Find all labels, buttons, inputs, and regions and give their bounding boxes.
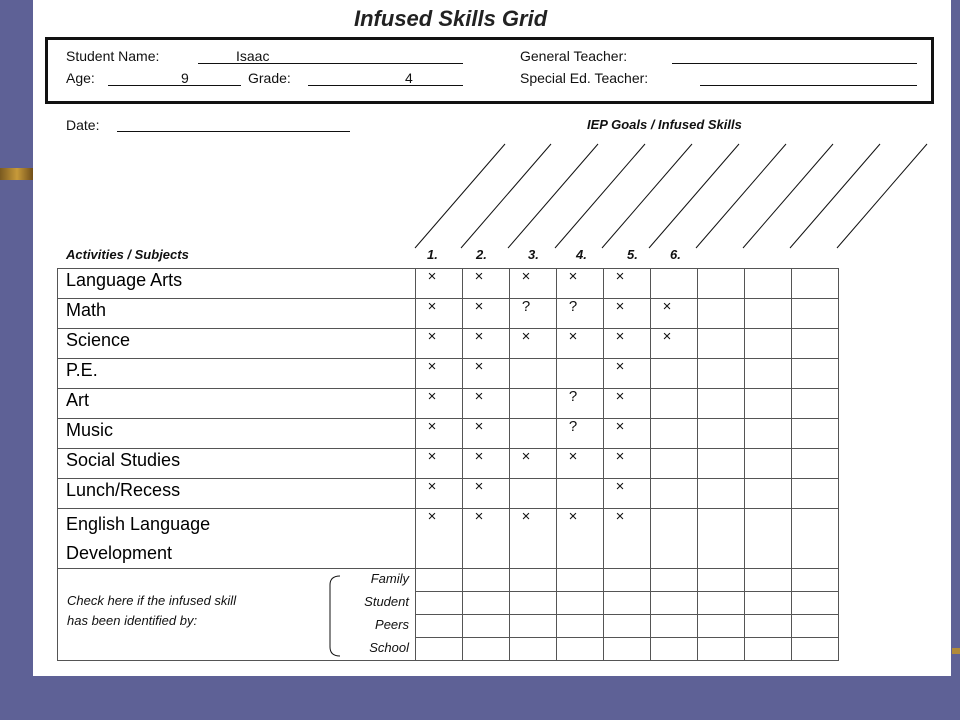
goal-mark-cell[interactable] xyxy=(745,389,792,419)
table-row xyxy=(58,329,839,359)
goal-number-6: 6. xyxy=(670,247,681,262)
table-row xyxy=(58,509,839,569)
special-ed-teacher-label: Special Ed. Teacher: xyxy=(520,70,649,86)
goal-mark-cell[interactable] xyxy=(745,299,792,329)
identified-checkbox-cell[interactable] xyxy=(416,615,463,638)
goal-mark-cell[interactable] xyxy=(416,389,463,419)
identified-checkbox-cell[interactable] xyxy=(557,615,604,638)
subject-cell xyxy=(58,389,416,419)
goal-mark-cell[interactable] xyxy=(416,329,463,359)
goal-number-2: 2. xyxy=(476,247,487,262)
identified-by-option-student: Student xyxy=(364,594,409,609)
subject-label: Science xyxy=(66,330,131,350)
goal-mark-cell[interactable] xyxy=(698,389,745,419)
goal-mark: × xyxy=(427,478,437,495)
goal-mark-cell[interactable] xyxy=(416,269,463,299)
goal-mark: × xyxy=(662,298,672,315)
goal-mark-cell[interactable] xyxy=(463,509,510,569)
goal-mark-cell[interactable] xyxy=(510,299,557,329)
goals-heading: IEP Goals / Infused Skills xyxy=(587,117,742,132)
student-name-value: Isaac xyxy=(236,48,270,64)
subject-label: Math xyxy=(66,300,107,320)
grade-value: 4 xyxy=(405,70,413,86)
goal-mark-cell[interactable] xyxy=(792,329,839,359)
goal-mark: × xyxy=(474,448,484,465)
goal-mark-cell[interactable] xyxy=(604,359,651,389)
check-row xyxy=(58,569,839,592)
identified-checkbox-cell[interactable] xyxy=(463,615,510,638)
table-row xyxy=(58,299,839,329)
goal-mark-cell[interactable] xyxy=(416,509,463,569)
identified-by-prompt-line1: Check here if the infused skill xyxy=(67,593,237,608)
identified-checkbox-cell[interactable] xyxy=(745,638,792,661)
goal-mark-cell[interactable] xyxy=(416,419,463,449)
goal-mark: × xyxy=(474,478,484,495)
identified-checkbox-cell[interactable] xyxy=(416,569,463,592)
identified-checkbox-cell[interactable] xyxy=(745,615,792,638)
goal-mark: × xyxy=(474,298,484,315)
goal-mark-cell[interactable] xyxy=(745,359,792,389)
goal-mark-cell[interactable] xyxy=(698,269,745,299)
subject-label: English Language xyxy=(66,514,211,534)
goal-mark-cell[interactable] xyxy=(463,359,510,389)
goal-mark: × xyxy=(568,268,578,285)
goal-mark-cell[interactable] xyxy=(698,419,745,449)
goal-mark-cell[interactable] xyxy=(745,329,792,359)
goal-mark-cell[interactable] xyxy=(745,509,792,569)
goal-mark: × xyxy=(521,328,531,345)
identified-checkbox-cell[interactable] xyxy=(651,638,698,661)
goal-mark-cell[interactable] xyxy=(698,479,745,509)
subject-cell xyxy=(58,509,416,569)
goal-mark-cell[interactable] xyxy=(651,269,698,299)
goal-mark-cell[interactable] xyxy=(792,269,839,299)
goal-mark-cell[interactable] xyxy=(463,329,510,359)
goal-number-3: 3. xyxy=(528,247,539,262)
identified-checkbox-cell[interactable] xyxy=(557,569,604,592)
identified-checkbox-cell[interactable] xyxy=(510,638,557,661)
goal-mark: ? xyxy=(521,298,531,315)
subject-label: Lunch/Recess xyxy=(66,480,181,500)
goal-mark: ? xyxy=(568,298,578,315)
identified-by-prompt-line2: has been identified by: xyxy=(67,613,198,628)
skills-grid xyxy=(57,268,839,661)
goal-mark-cell[interactable] xyxy=(604,269,651,299)
goal-mark-cell[interactable] xyxy=(510,419,557,449)
goal-mark-cell[interactable] xyxy=(510,509,557,569)
goal-mark: × xyxy=(662,328,672,345)
goal-mark: ? xyxy=(568,388,578,405)
identified-by-cell xyxy=(58,569,416,661)
goal-mark: × xyxy=(615,478,625,495)
goal-mark: × xyxy=(427,508,437,525)
goal-mark-cell[interactable] xyxy=(745,419,792,449)
goal-mark-cell[interactable] xyxy=(463,389,510,419)
identified-checkbox-cell[interactable] xyxy=(604,638,651,661)
goal-mark: × xyxy=(521,448,531,465)
subject-label-line2: Development xyxy=(66,543,173,563)
identified-checkbox-cell[interactable] xyxy=(416,638,463,661)
goal-mark: ? xyxy=(568,418,578,435)
goal-mark-cell[interactable] xyxy=(651,509,698,569)
identified-checkbox-cell[interactable] xyxy=(557,592,604,615)
goal-mark-cell[interactable] xyxy=(463,299,510,329)
goal-mark-cell[interactable] xyxy=(557,389,604,419)
goal-mark-cell[interactable] xyxy=(557,329,604,359)
goal-mark-cell[interactable] xyxy=(463,419,510,449)
activities-heading: Activities / Subjects xyxy=(66,247,189,262)
identified-checkbox-cell[interactable] xyxy=(792,569,839,592)
goal-mark-cell[interactable] xyxy=(792,389,839,419)
goal-mark: × xyxy=(474,328,484,345)
subject-cell xyxy=(58,329,416,359)
identified-by-option-family: Family xyxy=(370,571,409,586)
goal-mark: × xyxy=(427,328,437,345)
identified-checkbox-cell[interactable] xyxy=(698,592,745,615)
goal-mark: × xyxy=(427,448,437,465)
goal-mark-cell[interactable] xyxy=(510,389,557,419)
goal-mark-cell[interactable] xyxy=(792,299,839,329)
goal-mark-cell[interactable] xyxy=(557,479,604,509)
goal-mark-cell[interactable] xyxy=(510,449,557,479)
student-name-label: Student Name: xyxy=(66,48,160,64)
goal-mark-cell[interactable] xyxy=(651,419,698,449)
table-row xyxy=(58,389,839,419)
goal-mark-cell[interactable] xyxy=(698,359,745,389)
identified-checkbox-cell[interactable] xyxy=(604,569,651,592)
table-row xyxy=(58,359,839,389)
goal-mark: × xyxy=(615,268,625,285)
age-value: 9 xyxy=(181,70,189,86)
identified-checkbox-cell[interactable] xyxy=(463,569,510,592)
goal-mark-cell[interactable] xyxy=(698,299,745,329)
goal-mark-cell[interactable] xyxy=(557,419,604,449)
subject-label: Art xyxy=(66,390,90,410)
identified-checkbox-cell[interactable] xyxy=(651,592,698,615)
table-row xyxy=(58,419,839,449)
skills-table-body xyxy=(58,269,839,661)
subject-cell xyxy=(58,479,416,509)
goal-mark-cell[interactable] xyxy=(604,389,651,419)
goal-mark-cell[interactable] xyxy=(792,479,839,509)
subject-label: Music xyxy=(66,420,114,440)
goal-mark-cell[interactable] xyxy=(604,419,651,449)
goal-mark-cell[interactable] xyxy=(416,359,463,389)
goal-mark-cell[interactable] xyxy=(510,359,557,389)
goal-mark-cell[interactable] xyxy=(510,329,557,359)
goal-mark-cell[interactable] xyxy=(463,449,510,479)
identified-checkbox-cell[interactable] xyxy=(745,592,792,615)
table-row xyxy=(58,269,839,299)
goal-mark-cell[interactable] xyxy=(651,299,698,329)
goal-mark-cell[interactable] xyxy=(792,509,839,569)
goal-mark-cell[interactable] xyxy=(557,449,604,479)
goal-mark: × xyxy=(568,448,578,465)
goal-mark-cell[interactable] xyxy=(698,329,745,359)
goal-mark-cell[interactable] xyxy=(416,299,463,329)
goal-mark-cell[interactable] xyxy=(651,389,698,419)
identified-checkbox-cell[interactable] xyxy=(651,569,698,592)
identified-checkbox-cell[interactable] xyxy=(792,592,839,615)
goal-mark: × xyxy=(568,328,578,345)
subject-cell xyxy=(58,299,416,329)
identified-checkbox-cell[interactable] xyxy=(463,638,510,661)
goal-mark-cell[interactable] xyxy=(463,479,510,509)
goal-mark-cell[interactable] xyxy=(416,479,463,509)
identified-checkbox-cell[interactable] xyxy=(510,569,557,592)
goal-mark-cell[interactable] xyxy=(651,479,698,509)
identified-checkbox-cell[interactable] xyxy=(698,615,745,638)
goal-mark-cell[interactable] xyxy=(557,359,604,389)
subject-label: Social Studies xyxy=(66,450,181,470)
goal-mark: × xyxy=(615,418,625,435)
date-label: Date: xyxy=(66,117,100,133)
goal-mark: × xyxy=(521,268,531,285)
goal-mark-cell[interactable] xyxy=(463,269,510,299)
goal-mark-cell[interactable] xyxy=(510,269,557,299)
identified-checkbox-cell[interactable] xyxy=(792,638,839,661)
bracket-icon xyxy=(328,575,342,657)
identified-checkbox-cell[interactable] xyxy=(416,592,463,615)
identified-checkbox-cell[interactable] xyxy=(463,592,510,615)
goal-mark-cell[interactable] xyxy=(557,509,604,569)
goal-mark-cell[interactable] xyxy=(557,299,604,329)
goal-mark: × xyxy=(474,418,484,435)
goal-mark: × xyxy=(427,358,437,375)
identified-checkbox-cell[interactable] xyxy=(604,615,651,638)
general-teacher-label: General Teacher: xyxy=(520,48,628,64)
identified-checkbox-cell[interactable] xyxy=(698,569,745,592)
goal-number-1: 1. xyxy=(427,247,438,262)
goal-mark: × xyxy=(521,508,531,525)
goal-mark-cell[interactable] xyxy=(745,449,792,479)
goal-mark: × xyxy=(427,418,437,435)
goal-mark: × xyxy=(427,388,437,405)
goal-mark-cell[interactable] xyxy=(745,479,792,509)
table-row xyxy=(58,449,839,479)
skills-table xyxy=(57,268,839,661)
page-title: Infused Skills Grid xyxy=(354,6,548,31)
goal-mark: × xyxy=(474,358,484,375)
identified-checkbox-cell[interactable] xyxy=(745,569,792,592)
goal-mark-cell[interactable] xyxy=(745,269,792,299)
goal-mark-cell[interactable] xyxy=(604,299,651,329)
goal-number-4: 4. xyxy=(576,247,587,262)
goal-mark: × xyxy=(568,508,578,525)
goal-mark: × xyxy=(474,388,484,405)
goal-mark: × xyxy=(615,508,625,525)
identified-by-option-school: School xyxy=(369,640,409,655)
subject-cell xyxy=(58,449,416,479)
goal-mark: × xyxy=(615,328,625,345)
goal-mark-cell[interactable] xyxy=(698,449,745,479)
table-row xyxy=(58,479,839,509)
identified-checkbox-cell[interactable] xyxy=(604,592,651,615)
subject-cell xyxy=(58,419,416,449)
subject-label: P.E. xyxy=(66,360,98,380)
goal-mark-cell[interactable] xyxy=(792,419,839,449)
identified-checkbox-cell[interactable] xyxy=(510,615,557,638)
subject-cell xyxy=(58,269,416,299)
goal-mark: × xyxy=(474,508,484,525)
goal-mark-cell[interactable] xyxy=(557,269,604,299)
subject-cell xyxy=(58,359,416,389)
goal-mark-cell[interactable] xyxy=(651,449,698,479)
goal-mark-cell[interactable] xyxy=(510,479,557,509)
goal-mark: × xyxy=(615,298,625,315)
goal-mark-cell[interactable] xyxy=(792,359,839,389)
goal-number-5: 5. xyxy=(627,247,638,262)
identified-by-option-peers: Peers xyxy=(375,617,409,632)
goal-mark: × xyxy=(474,268,484,285)
subject-label: Language Arts xyxy=(66,270,183,290)
goal-mark-cell[interactable] xyxy=(651,329,698,359)
grade-label: Grade: xyxy=(248,70,291,86)
goal-mark: × xyxy=(427,298,437,315)
identified-checkbox-cell[interactable] xyxy=(698,638,745,661)
goal-mark-cell[interactable] xyxy=(416,449,463,479)
goal-mark-cell[interactable] xyxy=(792,449,839,479)
goal-mark: × xyxy=(615,388,625,405)
age-label: Age: xyxy=(66,70,95,86)
goal-mark: × xyxy=(615,448,625,465)
identified-checkbox-cell[interactable] xyxy=(510,592,557,615)
goal-mark-cell[interactable] xyxy=(698,509,745,569)
goal-mark-cell[interactable] xyxy=(651,359,698,389)
goal-mark-cell[interactable] xyxy=(604,479,651,509)
goal-mark-cell[interactable] xyxy=(604,449,651,479)
identified-checkbox-cell[interactable] xyxy=(792,615,839,638)
goal-mark-cell[interactable] xyxy=(604,509,651,569)
goal-mark: × xyxy=(615,358,625,375)
goal-mark: × xyxy=(427,268,437,285)
identified-checkbox-cell[interactable] xyxy=(557,638,604,661)
goal-mark-cell[interactable] xyxy=(604,329,651,359)
identified-checkbox-cell[interactable] xyxy=(651,615,698,638)
